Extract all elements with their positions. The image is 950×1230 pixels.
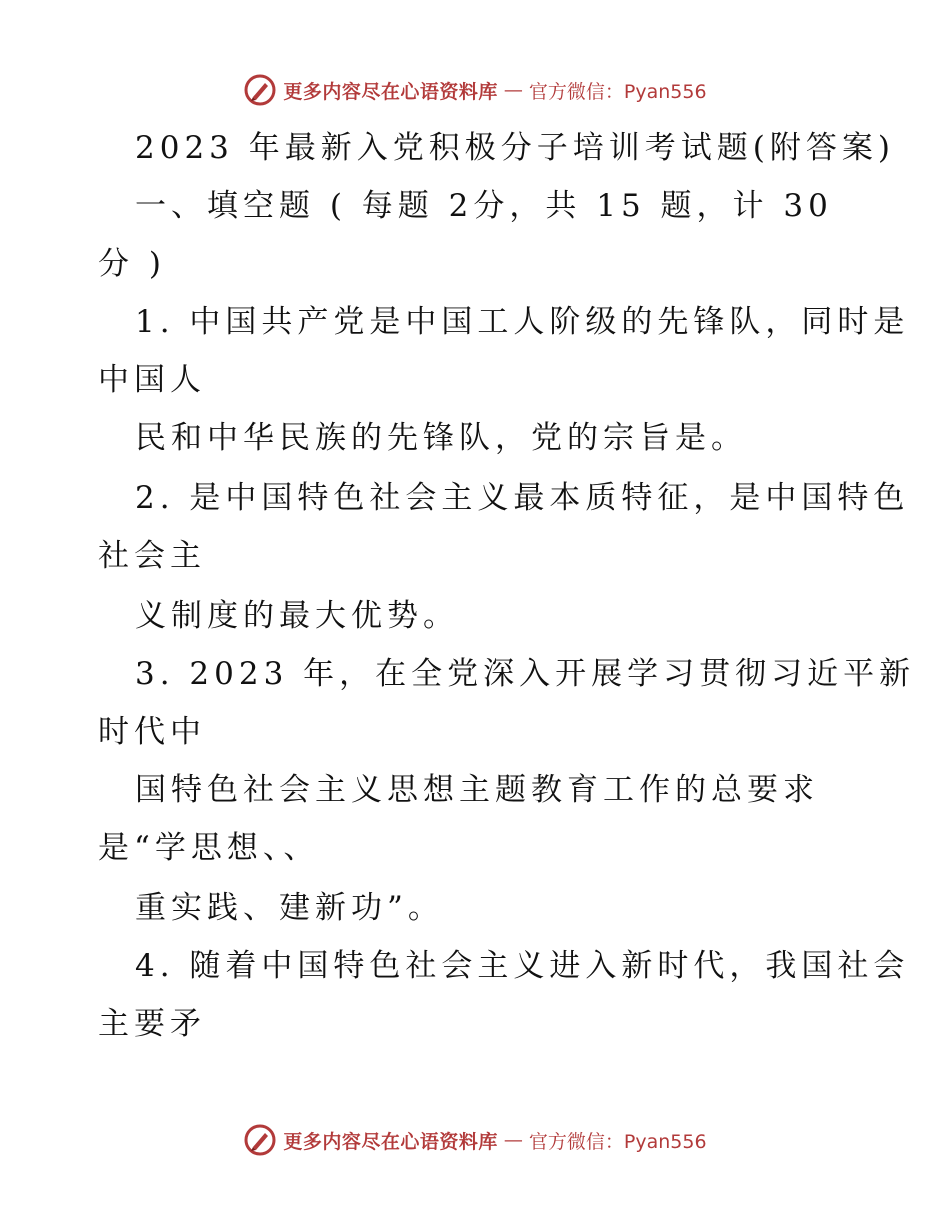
question-3: 3. 2023 年，在全党深入开展学习贯彻习近平新	[135, 656, 916, 692]
question-1-cont: 中国人	[98, 362, 206, 398]
banner-separator: —	[503, 79, 523, 101]
banner-text: 更多内容尽在心语资料库	[283, 1130, 498, 1153]
pen-logo-icon	[243, 1123, 277, 1157]
section-heading: 一、填空题 ( 每题 2分，共 15 题，计 30	[135, 188, 833, 224]
footer-banner	[0, 1120, 950, 1160]
question-3-cont: 国特色社会主义思想主题教育工作的总要求	[135, 772, 819, 808]
banner-text: 更多内容尽在心语资料库	[283, 80, 498, 103]
question-1: 1. 中国共产党是中国工人阶级的先锋队，同时是	[135, 304, 910, 340]
question-3-cont: 是“学思想、、	[98, 830, 320, 866]
header-banner	[0, 70, 950, 110]
question-4: 4. 随着中国特色社会主义进入新时代，我国社会	[135, 948, 910, 984]
banner-wechat: 官方微信：Pyan556	[528, 1130, 707, 1153]
question-1-cont: 民和中华民族的先锋队，党的宗旨是。	[135, 420, 747, 456]
question-3-cont: 时代中	[98, 714, 206, 750]
question-2-cont: 义制度的最大优势。	[135, 598, 459, 634]
section-heading-cont: 分 )	[98, 246, 166, 282]
document-title: 2023 年最新入党积极分子培训考试题(附答案)	[135, 130, 895, 166]
pen-logo-icon	[243, 73, 277, 107]
question-3-cont: 重实践、建新功”。	[135, 890, 444, 926]
banner-separator: —	[503, 1129, 523, 1151]
question-2: 2. 是中国特色社会主义最本质特征，是中国特色	[135, 480, 910, 516]
banner-wechat: 官方微信：Pyan556	[528, 80, 707, 103]
question-4-cont: 主要矛	[98, 1006, 206, 1042]
question-2-cont: 社会主	[98, 538, 206, 574]
